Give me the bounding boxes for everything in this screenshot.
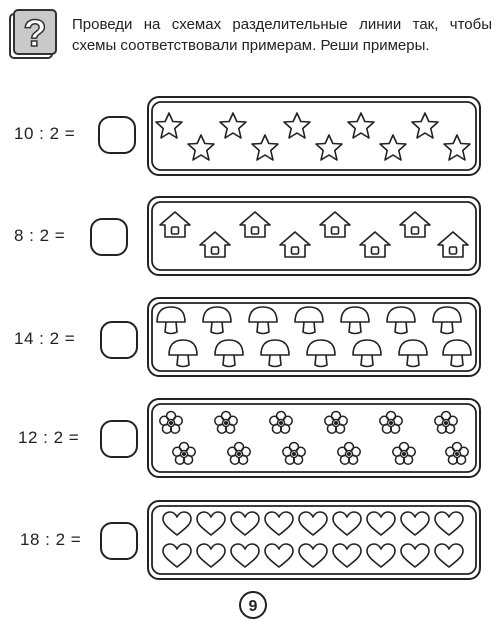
question-mark-icon <box>8 8 58 62</box>
answer-box[interactable] <box>100 321 138 359</box>
page-number <box>238 590 268 620</box>
answer-box[interactable] <box>100 522 138 560</box>
exercise-expression: 18 : 2 = <box>20 530 82 549</box>
answer-box[interactable] <box>98 116 136 154</box>
answer-box[interactable] <box>90 218 128 256</box>
scheme-mushrooms <box>147 297 481 377</box>
scheme-panel[interactable] <box>147 500 481 580</box>
scheme-panel[interactable] <box>147 297 481 377</box>
svg-text:?: ? <box>23 13 47 55</box>
instruction-text: Проведи на схемах разделительные линии так, чтобы схемы соответствовали примерам. Реши примеры. <box>72 16 492 54</box>
exercise-expression: 14 : 2 = <box>14 329 76 348</box>
scheme-flowers <box>147 398 481 478</box>
svg-text:9: 9 <box>248 598 258 615</box>
exercise-expression: 12 : 2 = <box>18 428 80 447</box>
scheme-panel[interactable] <box>147 398 481 478</box>
exercise-expression: 8 : 2 = <box>14 226 66 245</box>
scheme-stars <box>147 96 481 176</box>
scheme-houses <box>147 196 481 276</box>
scheme-panel[interactable] <box>147 96 481 176</box>
scheme-hearts <box>147 500 481 580</box>
exercise-expression: 10 : 2 = <box>14 124 76 143</box>
scheme-panel[interactable] <box>147 196 481 276</box>
answer-box[interactable] <box>100 420 138 458</box>
